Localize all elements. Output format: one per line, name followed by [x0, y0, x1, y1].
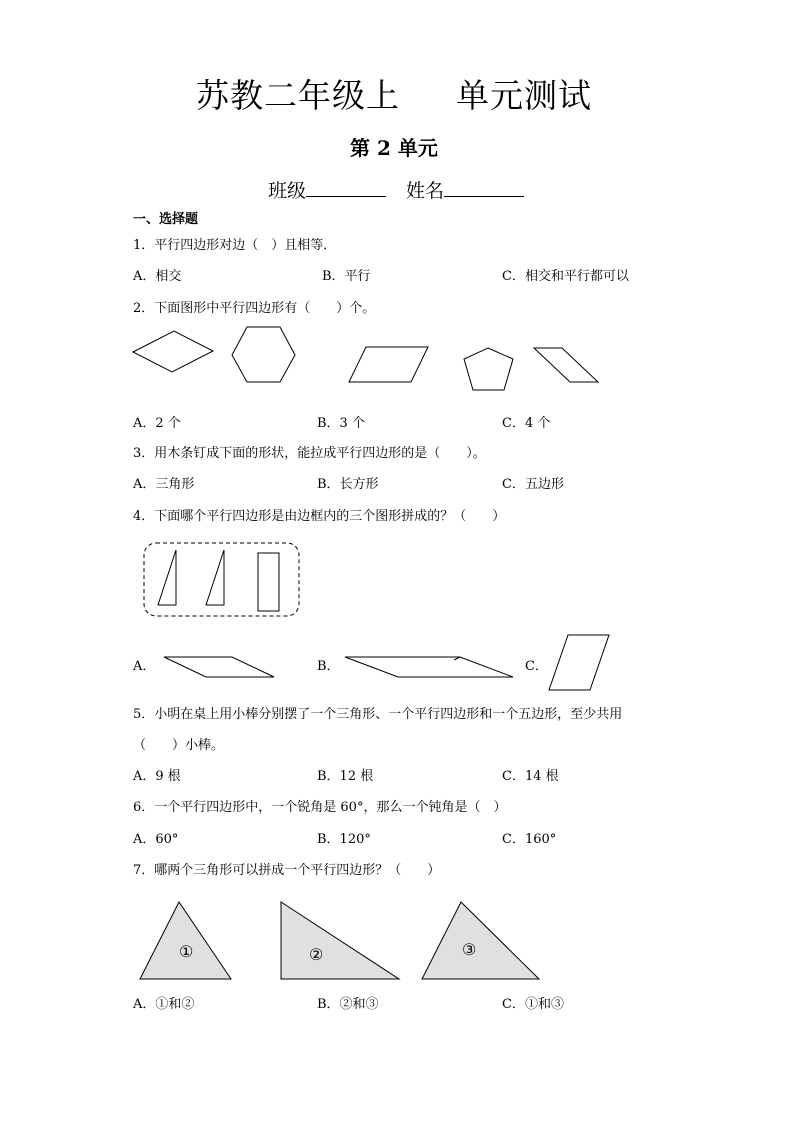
- q3-option-a[interactable]: A．三角形: [133, 477, 195, 492]
- q6-option-a[interactable]: A．60°: [133, 832, 179, 847]
- question-3: 3．用木条钉成下面的形状，能拉成平行四边形的是（ ）。: [133, 446, 486, 461]
- triangle-2: [281, 902, 399, 979]
- section-title: 一、选择题: [133, 212, 199, 227]
- q1-option-a[interactable]: A．相交: [133, 269, 182, 284]
- q5-option-a[interactable]: A．9 根: [133, 769, 181, 784]
- q3-option-c[interactable]: C．五边形: [502, 477, 564, 492]
- q2-option-c[interactable]: C．4 个: [502, 416, 551, 431]
- q6-option-c[interactable]: C．160°: [502, 832, 557, 847]
- q3-option-b[interactable]: B．长方形: [317, 477, 379, 492]
- q2-option-a[interactable]: A．2 个: [133, 416, 181, 431]
- triangle-1: [140, 902, 231, 979]
- q7-option-a[interactable]: A．①和②: [133, 997, 195, 1012]
- name-label: 姓名: [406, 180, 445, 202]
- triangle-1-label: ①: [179, 942, 194, 961]
- q1-option-c[interactable]: C．相交和平行都可以: [502, 269, 629, 284]
- q4-option-a[interactable]: A．: [133, 659, 156, 674]
- q2-option-b[interactable]: B．3 个: [317, 416, 365, 431]
- q4-option-c[interactable]: C．: [525, 659, 548, 674]
- question-6: 6．一个平行四边形中，一个锐角是 60°，那么一个钝角是（ ）: [133, 800, 507, 815]
- question-5: 5．小明在桌上用小棒分别摆了一个三角形、一个平行四边形和一个五边形，至少共用: [133, 707, 623, 722]
- question-7: 7．哪两个三角形可以拼成一个平行四边形？（ ）: [133, 863, 441, 878]
- q7-option-c[interactable]: C．①和③: [502, 997, 564, 1012]
- question-5-line2: （ ）小棒。: [133, 738, 225, 753]
- q7-option-b[interactable]: B．②和③: [317, 997, 379, 1012]
- q4-option-b[interactable]: B．: [317, 659, 340, 674]
- triangle-2-label: ②: [309, 945, 324, 964]
- q5-option-b[interactable]: B．12 根: [317, 769, 374, 784]
- q6-option-b[interactable]: B．120°: [317, 832, 371, 847]
- question-2: 2．下面图形中平行四边形有（ ）个。: [133, 301, 376, 316]
- title-right: 单元测试: [456, 76, 592, 115]
- triangle-3-label: ③: [462, 940, 477, 959]
- unit-subtitle: 第 2 单元: [350, 136, 438, 160]
- q5-option-c[interactable]: C．14 根: [502, 769, 559, 784]
- question-1: 1．平行四边形对边（ ）且相等．: [133, 238, 337, 253]
- question-4: 4．下面哪个平行四边形是由边框内的三个图形拼成的？（ ）: [133, 509, 506, 524]
- triangle-3: [422, 902, 539, 979]
- q1-option-b[interactable]: B．平行: [322, 269, 371, 284]
- class-label: 班级: [268, 180, 307, 202]
- title-left: 苏教二年级上: [196, 76, 400, 115]
